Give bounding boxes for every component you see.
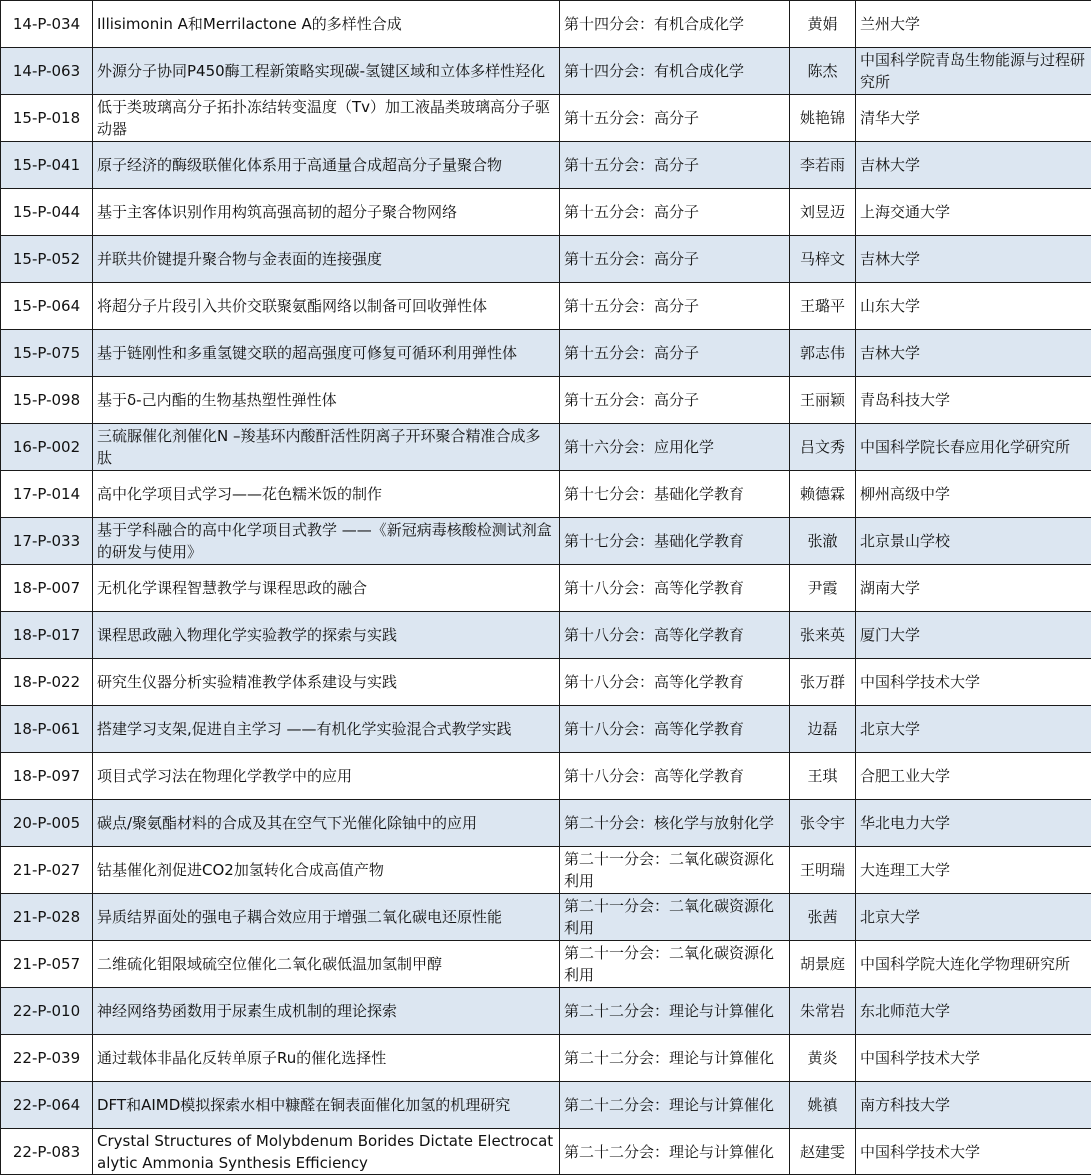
organization: 吉林大学 [856, 330, 1091, 377]
poster-id: 18-P-022 [1, 659, 93, 706]
organization: 大连理工大学 [856, 847, 1091, 894]
author-name: 胡景庭 [790, 941, 856, 988]
session-name: 第十七分会：基础化学教育 [560, 518, 790, 565]
session-name: 第二十二分会：理论与计算催化 [560, 1082, 790, 1129]
organization: 中国科学技术大学 [856, 1035, 1091, 1082]
organization: 北京大学 [856, 706, 1091, 753]
poster-id: 15-P-041 [1, 142, 93, 189]
author-name: 赖德霖 [790, 471, 856, 518]
session-name: 第十八分会：高等化学教育 [560, 753, 790, 800]
table-row [1, 800, 1091, 847]
table-row [1, 330, 1091, 377]
poster-title: 将超分子片段引入共价交联聚氨酯网络以制备可回收弹性体 [93, 283, 560, 330]
table-row [1, 706, 1091, 753]
session-name: 第十五分会：高分子 [560, 142, 790, 189]
poster-title: 搭建学习支架,促进自主学习 ——有机化学实验混合式教学实践 [93, 706, 560, 753]
organization: 湖南大学 [856, 565, 1091, 612]
author-name: 赵建雯 [790, 1129, 856, 1175]
session-name: 第十五分会：高分子 [560, 330, 790, 377]
table-row [1, 471, 1091, 518]
poster-id: 18-P-007 [1, 565, 93, 612]
organization: 北京景山学校 [856, 518, 1091, 565]
poster-id: 15-P-052 [1, 236, 93, 283]
table-row [1, 894, 1091, 941]
organization: 柳州高级中学 [856, 471, 1091, 518]
organization: 青岛科技大学 [856, 377, 1091, 424]
author-name: 姚禛 [790, 1082, 856, 1129]
author-name: 王丽颖 [790, 377, 856, 424]
table-row [1, 189, 1091, 236]
author-name: 张澈 [790, 518, 856, 565]
poster-title: 钴基催化剂促进CO2加氢转化合成高值产物 [93, 847, 560, 894]
organization: 兰州大学 [856, 1, 1091, 48]
session-name: 第十五分会：高分子 [560, 95, 790, 142]
author-name: 陈杰 [790, 48, 856, 95]
poster-title: Illisimonin A和Merrilactone A的多样性合成 [93, 1, 560, 48]
table-row [1, 424, 1091, 471]
table-row [1, 236, 1091, 283]
poster-id: 22-P-064 [1, 1082, 93, 1129]
session-name: 第十五分会：高分子 [560, 236, 790, 283]
poster-id: 22-P-039 [1, 1035, 93, 1082]
author-name: 张茜 [790, 894, 856, 941]
table-row [1, 565, 1091, 612]
poster-id: 17-P-014 [1, 471, 93, 518]
poster-id: 21-P-057 [1, 941, 93, 988]
organization: 东北师范大学 [856, 988, 1091, 1035]
table-row [1, 988, 1091, 1035]
poster-id: 18-P-017 [1, 612, 93, 659]
poster-title: 神经网络势函数用于尿素生成机制的理论探索 [93, 988, 560, 1035]
author-name: 王璐平 [790, 283, 856, 330]
author-name: 吕文秀 [790, 424, 856, 471]
author-name: 边磊 [790, 706, 856, 753]
table-row [1, 659, 1091, 706]
poster-title: 高中化学项目式学习——花色糯米饭的制作 [93, 471, 560, 518]
table-row [1, 1082, 1091, 1129]
organization: 中国科学技术大学 [856, 1129, 1091, 1175]
session-name: 第二十二分会：理论与计算催化 [560, 988, 790, 1035]
author-name: 郭志伟 [790, 330, 856, 377]
poster-id: 14-P-034 [1, 1, 93, 48]
author-name: 张万群 [790, 659, 856, 706]
table-row [1, 941, 1091, 988]
poster-id: 15-P-075 [1, 330, 93, 377]
poster-title: 研究生仪器分析实验精准教学体系建设与实践 [93, 659, 560, 706]
session-name: 第十八分会：高等化学教育 [560, 565, 790, 612]
author-name: 王明瑞 [790, 847, 856, 894]
poster-title: 通过载体非晶化反转单原子Ru的催化选择性 [93, 1035, 560, 1082]
organization: 南方科技大学 [856, 1082, 1091, 1129]
organization: 厦门大学 [856, 612, 1091, 659]
poster-id: 18-P-097 [1, 753, 93, 800]
poster-id: 21-P-028 [1, 894, 93, 941]
organization: 清华大学 [856, 95, 1091, 142]
session-name: 第十八分会：高等化学教育 [560, 706, 790, 753]
organization: 中国科学院青岛生物能源与过程研究所 [856, 48, 1091, 95]
author-name: 张来英 [790, 612, 856, 659]
poster-title: 原子经济的酶级联催化体系用于高通量合成超高分子量聚合物 [93, 142, 560, 189]
session-name: 第二十二分会：理论与计算催化 [560, 1129, 790, 1175]
poster-id: 15-P-044 [1, 189, 93, 236]
table-row [1, 1129, 1091, 1175]
session-name: 第二十一分会：二氧化碳资源化利用 [560, 894, 790, 941]
poster-title: 基于链刚性和多重氢键交联的超高强度可修复可循环利用弹性体 [93, 330, 560, 377]
table-row [1, 377, 1091, 424]
session-name: 第二十二分会：理论与计算催化 [560, 1035, 790, 1082]
author-name: 姚艳锦 [790, 95, 856, 142]
poster-id: 14-P-063 [1, 48, 93, 95]
author-name: 王琪 [790, 753, 856, 800]
session-name: 第十四分会：有机合成化学 [560, 1, 790, 48]
author-name: 尹霞 [790, 565, 856, 612]
session-name: 第二十一分会：二氧化碳资源化利用 [560, 847, 790, 894]
poster-id: 20-P-005 [1, 800, 93, 847]
poster-title: 异质结界面处的强电子耦合效应用于增强二氧化碳电还原性能 [93, 894, 560, 941]
session-name: 第十六分会：应用化学 [560, 424, 790, 471]
poster-title: 二维硫化钼限域硫空位催化二氧化碳低温加氢制甲醇 [93, 941, 560, 988]
table-row [1, 1035, 1091, 1082]
session-name: 第十四分会：有机合成化学 [560, 48, 790, 95]
poster-title: 外源分子协同P450酶工程新策略实现碳-氢键区域和立体多样性羟化 [93, 48, 560, 95]
organization: 吉林大学 [856, 142, 1091, 189]
session-name: 第十五分会：高分子 [560, 283, 790, 330]
author-name: 李若雨 [790, 142, 856, 189]
poster-id: 15-P-018 [1, 95, 93, 142]
session-name: 第十五分会：高分子 [560, 189, 790, 236]
session-name: 第二十分会：核化学与放射化学 [560, 800, 790, 847]
organization: 北京大学 [856, 894, 1091, 941]
poster-id: 15-P-064 [1, 283, 93, 330]
author-name: 张令宇 [790, 800, 856, 847]
poster-title: DFT和AIMD模拟探索水相中糠醛在铜表面催化加氢的机理研究 [93, 1082, 560, 1129]
table-row [1, 847, 1091, 894]
table-row [1, 95, 1091, 142]
session-name: 第二十一分会：二氧化碳资源化利用 [560, 941, 790, 988]
table-row [1, 612, 1091, 659]
organization: 中国科学院大连化学物理研究所 [856, 941, 1091, 988]
organization: 华北电力大学 [856, 800, 1091, 847]
author-name: 刘昱迈 [790, 189, 856, 236]
poster-id: 22-P-010 [1, 988, 93, 1035]
organization: 上海交通大学 [856, 189, 1091, 236]
organization: 中国科学技术大学 [856, 659, 1091, 706]
poster-title: 基于δ-己内酯的生物基热塑性弹性体 [93, 377, 560, 424]
session-name: 第十八分会：高等化学教育 [560, 612, 790, 659]
poster-title: 项目式学习法在物理化学教学中的应用 [93, 753, 560, 800]
poster-title: 三硫脲催化剂催化N –羧基环内酸酐活性阴离子开环聚合精准合成多肽 [93, 424, 560, 471]
table-row [1, 518, 1091, 565]
poster-title: 低于类玻璃高分子拓扑冻结转变温度（Tv）加工液晶类玻璃高分子驱动器 [93, 95, 560, 142]
poster-title: 无机化学课程智慧教学与课程思政的融合 [93, 565, 560, 612]
poster-id: 21-P-027 [1, 847, 93, 894]
session-name: 第十八分会：高等化学教育 [560, 659, 790, 706]
poster-id: 22-P-083 [1, 1129, 93, 1175]
table-body [1, 1, 1091, 1175]
poster-title: 课程思政融入物理化学实验教学的探索与实践 [93, 612, 560, 659]
organization: 山东大学 [856, 283, 1091, 330]
author-name: 朱常岩 [790, 988, 856, 1035]
table-row [1, 283, 1091, 330]
organization: 合肥工业大学 [856, 753, 1091, 800]
poster-id: 15-P-098 [1, 377, 93, 424]
poster-id: 17-P-033 [1, 518, 93, 565]
author-name: 黄炎 [790, 1035, 856, 1082]
poster-title: 碳点/聚氨酯材料的合成及其在空气下光催化除铀中的应用 [93, 800, 560, 847]
poster-title: 基于学科融合的高中化学项目式教学 ——《新冠病毒核酸检测试剂盒的研发与使用》 [93, 518, 560, 565]
author-name: 黄娟 [790, 1, 856, 48]
session-name: 第十七分会：基础化学教育 [560, 471, 790, 518]
session-name: 第十五分会：高分子 [560, 377, 790, 424]
table-row [1, 142, 1091, 189]
table-row [1, 48, 1091, 95]
table-row [1, 1, 1091, 48]
organization: 中国科学院长春应用化学研究所 [856, 424, 1091, 471]
poster-title: 并联共价键提升聚合物与金表面的连接强度 [93, 236, 560, 283]
poster-id: 18-P-061 [1, 706, 93, 753]
poster-id: 16-P-002 [1, 424, 93, 471]
poster-title: Crystal Structures of Molybdenum Borides Dictate Electrocatalytic Ammonia Synthesis Efficiency [93, 1129, 560, 1175]
table-row [1, 753, 1091, 800]
author-name: 马梓文 [790, 236, 856, 283]
organization: 吉林大学 [856, 236, 1091, 283]
poster-title: 基于主客体识别作用构筑高强高韧的超分子聚合物网络 [93, 189, 560, 236]
